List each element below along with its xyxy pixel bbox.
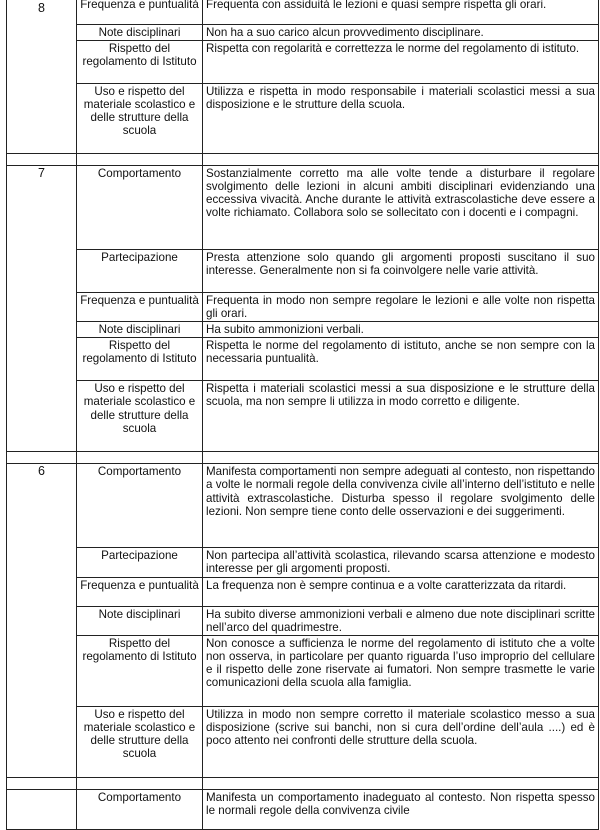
- description-cell: Sostanzialmente corretto ma alle volte tende a disturbare il regolare svolgimento delle lezioni in alcuni ambiti disciplinari evidenziando una eccessiva vivacità. Anche durante le attività extrascolastiche deve essere a volte richiamato. Collabora solo se sollecitato con i docenti e i compagni.: [203, 166, 599, 250]
- description-cell: Utilizza in modo non sempre corretto il materiale scolastico messo a sua disposizione (scrive sui banchi, non si cura dell’ordine dell’aula ....) ed è poco attento nei confronti delle strutture della scuola.: [203, 706, 599, 777]
- criterion-cell: Rispetto del regolamento di Istituto: [77, 635, 203, 706]
- criterion-cell: Frequenza e puntualità: [77, 577, 203, 606]
- table-row: [7, 25, 599, 41]
- description-cell: Presta attenzione solo quando gli argomenti proposti suscitano il suo interesse. Generalmente non si fa coinvolgere nelle varie attività.: [203, 250, 599, 293]
- criterion-cell: Partecipazione: [77, 250, 203, 293]
- criterion-cell: Uso e rispetto del materiale scolastico e delle strutture della scuola: [77, 381, 203, 452]
- criterion-cell: Rispetto del regolamento di Istituto: [77, 338, 203, 381]
- table-row: [7, 0, 599, 25]
- description-cell: Manifesta un comportamento inadeguato al contesto. Non rispetta spesso le normali regole della convivenza civile: [203, 789, 599, 829]
- criterion-cell: Note disciplinari: [77, 25, 203, 41]
- criterion-cell: Frequenza e puntualità: [77, 0, 203, 25]
- table-row: [7, 293, 599, 322]
- table-row: [7, 381, 599, 452]
- description-cell: La frequenza non è sempre continua e a volte caratterizzata da ritardi.: [203, 577, 599, 606]
- separator-row: [7, 452, 599, 464]
- table-row: [7, 789, 599, 829]
- criterion-cell: Partecipazione: [77, 548, 203, 577]
- table-row: [7, 577, 599, 606]
- criterion-cell: Uso e rispetto del materiale scolastico e delle strutture della scuola: [77, 84, 203, 154]
- grade-cell: 7: [7, 166, 77, 452]
- table-row: [7, 606, 599, 635]
- criterion-cell: Comportamento: [77, 789, 203, 829]
- table-row: [7, 464, 599, 548]
- description-cell: Non conosce a sufficienza le norme del regolamento di istituto che a volte non osserva, in particolare per quanto riguarda l’uso improprio del cellulare e il rispetto delle zone riservate ai fumatori. Non sempre trasmette le varie comunicazioni della scuola alla famiglia.: [203, 635, 599, 706]
- table-row: [7, 548, 599, 577]
- description-cell: Frequenta in modo non sempre regolare le lezioni e alle volte non rispetta gli orari.: [203, 293, 599, 322]
- grade-cell: [7, 789, 77, 829]
- table-row: [7, 41, 599, 84]
- criterion-cell: Rispetto del regolamento di Istituto: [77, 41, 203, 84]
- table-row: [7, 84, 599, 154]
- criterion-cell: Note disciplinari: [77, 322, 203, 338]
- criterion-cell: Note disciplinari: [77, 606, 203, 635]
- table-row: [7, 338, 599, 381]
- description-cell: Non partecipa all’attività scolastica, rilevando scarsa attenzione e modesto interesse per gli argomenti proposti.: [203, 548, 599, 577]
- grade-cell: 8: [7, 0, 77, 154]
- description-cell: Ha subito ammonizioni verbali.: [203, 322, 599, 338]
- separator-row: [7, 777, 599, 789]
- criterion-cell: Frequenza e puntualità: [77, 293, 203, 322]
- grade-cell: 6: [7, 464, 77, 777]
- criterion-cell: Comportamento: [77, 166, 203, 250]
- separator-row: [7, 154, 599, 166]
- conduct-grading-table: [6, 0, 599, 830]
- description-cell: Non ha a suo carico alcun provvedimento disciplinare.: [203, 25, 599, 41]
- criterion-cell: Uso e rispetto del materiale scolastico e delle strutture della scuola: [77, 706, 203, 777]
- criterion-cell: Comportamento: [77, 464, 203, 548]
- description-cell: Rispetta con regolarità e correttezza le norme del regolamento di istituto.: [203, 41, 599, 84]
- table-row: [7, 706, 599, 777]
- description-cell: Frequenta con assiduità le lezioni e quasi sempre rispetta gli orari.: [203, 0, 599, 25]
- table-row: [7, 635, 599, 706]
- table-row: [7, 322, 599, 338]
- description-cell: Rispetta i materiali scolastici messi a sua disposizione e le strutture della scuola, ma non sempre li utilizza in modo corretto e diligente.: [203, 381, 599, 452]
- table-row: [7, 250, 599, 293]
- description-cell: Ha subito diverse ammonizioni verbali e almeno due note disciplinari scritte nell’arco del quadrimestre.: [203, 606, 599, 635]
- table-row: [7, 166, 599, 250]
- description-cell: Manifesta comportamenti non sempre adeguati al contesto, non rispettando a volte le normali regole della convivenza civile all’interno dell’istituto e nelle attività extrascolastiche. Disturba spesso il regolare svolgimento delle lezioni. Non sempre tiene conto delle osservazioni e dei suggerimenti.: [203, 464, 599, 548]
- description-cell: Utilizza e rispetta in modo responsabile i materiali scolastici messi a sua disposizione e le strutture della scuola.: [203, 84, 599, 154]
- description-cell: Rispetta le norme del regolamento di istituto, anche se non sempre con la necessaria puntualità.: [203, 338, 599, 381]
